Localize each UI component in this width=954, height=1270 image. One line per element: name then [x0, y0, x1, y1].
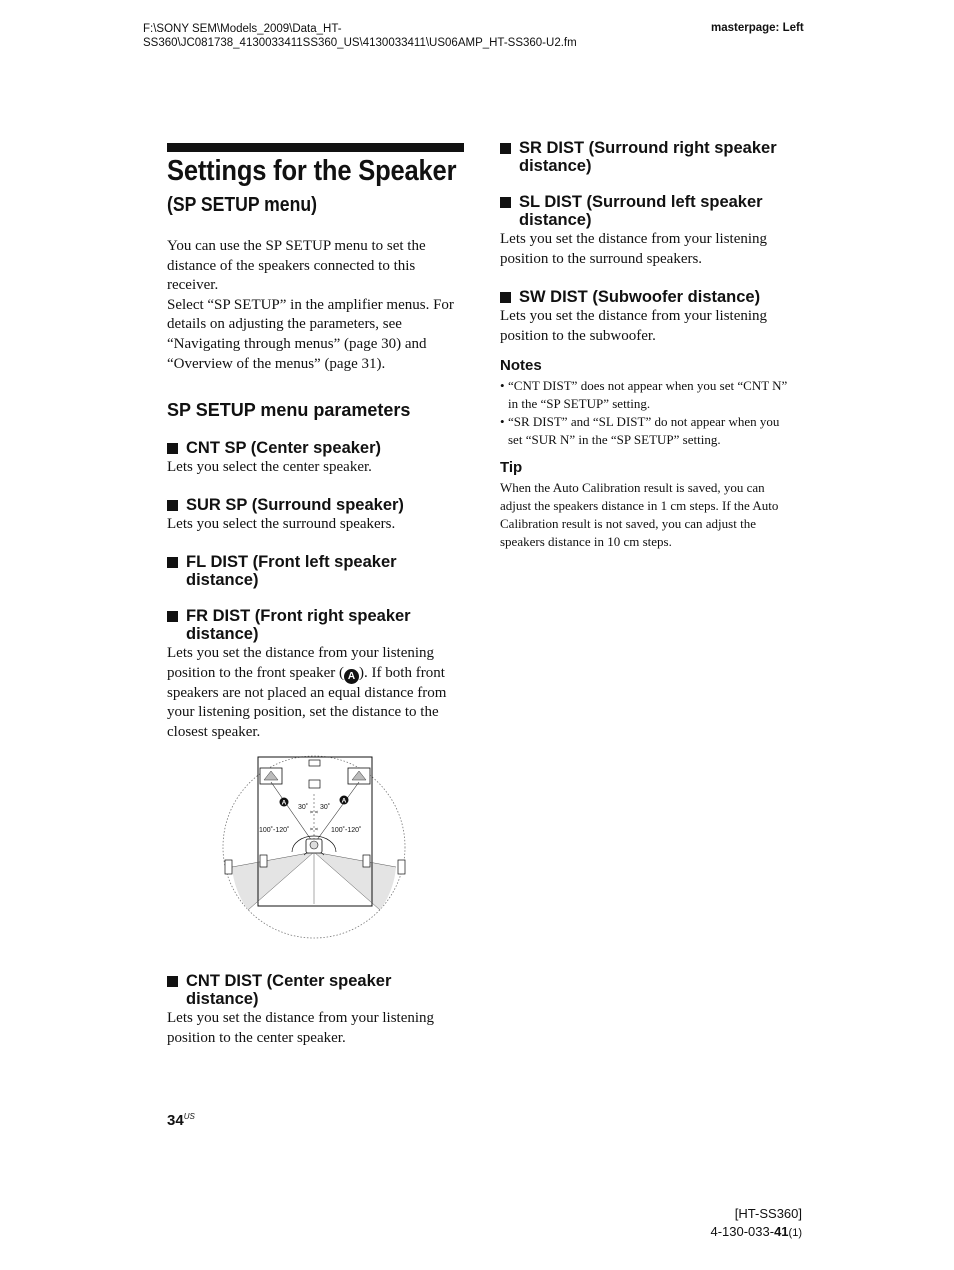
angle-arrow-icon [310, 828, 318, 830]
tip-heading: Tip [500, 459, 523, 476]
notes-list [500, 377, 792, 449]
listener-head-icon [310, 841, 318, 849]
sr-dist-title: SR DIST (Surround right speaker distance) [519, 139, 777, 175]
note-text: “SR DIST” and “SL DIST” do not appear when you set “SUR N” in the “SP SETUP” setting. [508, 414, 780, 447]
angle-left-label: 30˚ [298, 804, 309, 811]
footer-code-bold: 41 [774, 1224, 789, 1239]
square-bullet-icon [167, 557, 178, 568]
surround-left-zone [232, 852, 314, 910]
front-left-line [271, 782, 314, 844]
subwoofer-icon [309, 780, 320, 788]
fr-dist-text-b: ). If both front speakers are not placed an equal distance from your listening position, set the distance to the closest speaker. [167, 664, 447, 740]
sur-sp-title: SUR SP (Surround speaker) [186, 496, 404, 514]
cnt-dist-text: Lets you set the distance from your listening position to the center speaker. [167, 1010, 435, 1046]
square-bullet-icon [500, 292, 511, 303]
note-item: • “SR DIST” and “SL DIST” do not appear when you set “SUR N” in the “SP SETUP” setting. [500, 413, 792, 449]
sw-dist-heading [500, 288, 800, 306]
surround-right-outer-speaker-icon [398, 860, 405, 874]
intro-paragraph-1: You can use the SP SETUP menu to set the distance of the speakers connected to this receiver. [167, 238, 426, 294]
footer-code-suffix: (1) [788, 1227, 802, 1239]
sw-dist-title: SW DIST (Subwoofer distance) [519, 288, 761, 306]
sl-dist-title: SL DIST (Surround left speaker distance) [519, 193, 763, 229]
intro-paragraph-2: Select “SP SETUP” in the amplifier menus. For details on adjusting the parameters, see “Navigating through menus” (page 30) and “Overview of the menus” (page 31). [167, 296, 454, 372]
fr-dist-text [167, 644, 467, 742]
speaker-a-marker-icon: A [344, 669, 359, 684]
fr-dist-title: FR DIST (Front right speaker distance) [186, 607, 411, 643]
cnt-sp-heading [167, 439, 467, 457]
surround-left-outer-speaker-icon [225, 860, 232, 874]
page-number-value: 34 [167, 1112, 184, 1129]
sur-sp-text: Lets you select the surround speakers. [167, 516, 396, 532]
page-subtitle: (SP SETUP menu) [167, 194, 317, 216]
cnt-sp-title: CNT SP (Center speaker) [186, 439, 382, 457]
square-bullet-icon [167, 443, 178, 454]
marker-a-left-label: A [281, 799, 287, 807]
center-speaker-icon [309, 760, 320, 766]
page-title: Settings for the Speaker [167, 155, 457, 187]
square-bullet-icon [167, 976, 178, 987]
fl-dist-title: FL DIST (Front left speaker distance) [186, 553, 397, 589]
notes-heading: Notes [500, 357, 542, 374]
page-number-suffix: US [183, 1112, 195, 1121]
range-right-label: 100˚-120˚ [331, 827, 362, 834]
file-path-header: F:\SONY SEM\Models_2009\Data_HT-SS360\JC081738_4130033411SS360_US\4130033411\US06AMP_HT-SS360-U2.fm [143, 23, 577, 49]
range-left-label: 100˚-120˚ [259, 827, 290, 834]
square-bullet-icon [167, 500, 178, 511]
cnt-sp-text: Lets you select the center speaker. [167, 459, 372, 475]
speaker-placement-diagram [220, 752, 410, 947]
surround-right-zone [314, 852, 396, 910]
sw-dist-text: Lets you set the distance from your listening position to the subwoofer. [500, 308, 768, 344]
cnt-dist-heading [167, 972, 457, 1008]
cnt-dist-title: CNT DIST (Center speaker distance) [186, 972, 392, 1008]
footer-code-prefix: 4-130-033- [710, 1224, 775, 1239]
square-bullet-icon [500, 143, 511, 154]
title-rule [167, 143, 464, 152]
note-item: • “CNT DIST” does not appear when you set “CNT N” in the “SP SETUP” setting. [500, 377, 792, 413]
page-number [167, 1112, 195, 1129]
surround-left-speaker-icon [260, 855, 267, 867]
fr-dist-heading [167, 607, 457, 643]
marker-a-right-label: A [341, 797, 347, 805]
tip-text: When the Auto Calibration result is saved, you can adjust the speakers distance in 1 cm steps. If the Auto Calibration result is not saved, you can adjust the speakers distance in 10 cm steps. [500, 480, 779, 549]
footer-model: [HT-SS360] [734, 1206, 802, 1221]
square-bullet-icon [500, 197, 511, 208]
section-heading: SP SETUP menu parameters [167, 400, 411, 420]
sl-dist-heading [500, 193, 800, 229]
note-text: “CNT DIST” does not appear when you set “CNT N” in the “SP SETUP” setting. [508, 378, 788, 411]
intro-text [167, 237, 467, 374]
surround-right-speaker-icon [363, 855, 370, 867]
angle-right-label: 30˚ [320, 804, 331, 811]
sur-sp-heading [167, 496, 467, 514]
fr-dist-text-a: Lets you set the distance from your listening position to the front speaker ( [167, 645, 435, 681]
masterpage-label: masterpage: Left [711, 22, 804, 34]
fl-dist-heading [167, 553, 457, 589]
front-right-line [314, 782, 362, 844]
footer-code [710, 1224, 802, 1239]
sl-dist-text: Lets you set the distance from your listening position to the surround speakers. [500, 231, 768, 267]
square-bullet-icon [167, 611, 178, 622]
sr-dist-heading [500, 139, 800, 175]
